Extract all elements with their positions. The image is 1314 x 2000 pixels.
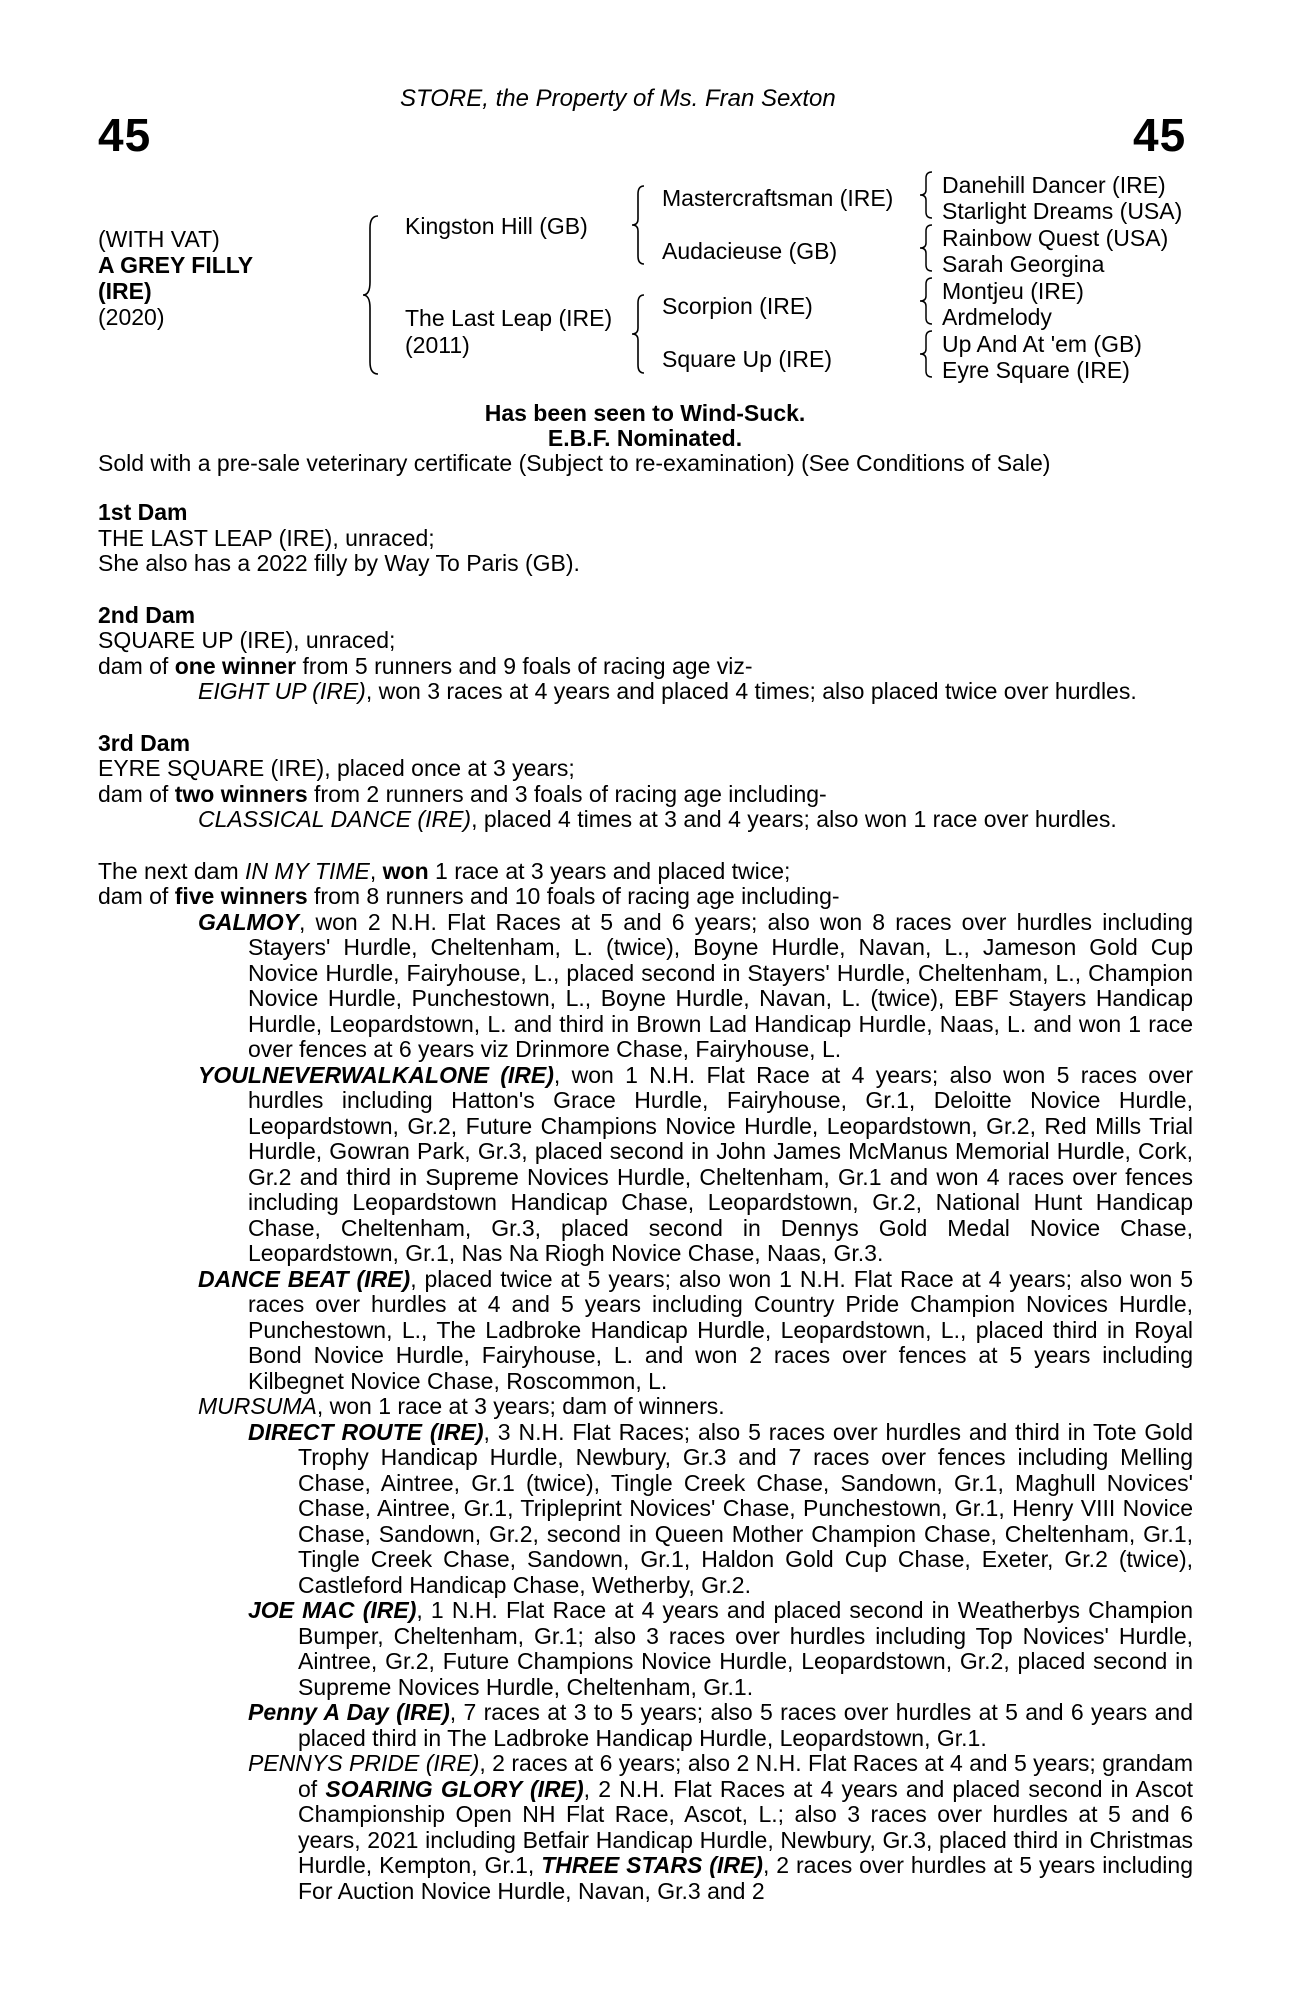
- pedigree-brace-ss: [918, 170, 938, 220]
- entry-penny-a-day: Penny A Day (IRE), 7 races at 3 to 5 years; also 5 races over hurdles at 5 and 6 years and placed third in The Ladbroke Handicap Hurdle, Leopardstown, Gr.1.: [248, 1699, 1194, 1751]
- dam1-heading: 1st Dam: [98, 499, 188, 525]
- pedigree-sire-dam: Audacieuse (GB): [662, 238, 838, 264]
- pedigree-dam-year: (2011): [405, 332, 470, 358]
- lot-number-left: 45: [98, 109, 152, 161]
- entry-direct-route: DIRECT ROUTE (IRE), 3 N.H. Flat Races; also 5 races over hurdles and third in Tote Gold Trophy Handicap Hurdle, Newbury, Gr.3 and 7 races over fences including Melling Chase, Aintree, Gr.1 (twice), Tingle Creek Chase, Sandown, Gr.1, Maghull Novices' Chase, Aintree, Gr.1, Tripleprint Novices' Chase, Punchestown, Gr.1, Henry VIII Novice Chase, Sandown, Gr.2, second in Queen Mother Champion Chase, Cheltenham, Gr.1, Tingle Creek Chase, Sandown, Gr.1, Haldon Gold Cup Chase, Exeter, Gr.2 (twice), Castleford Handicap Chase, Wetherby, Gr.2.: [248, 1418, 1193, 1598]
- pedigree-ssd: Starlight Dreams (USA): [942, 198, 1183, 224]
- dam3-line1: EYRE SQUARE (IRE), placed once at 3 years;: [98, 755, 575, 781]
- vat-note: (WITH VAT): [98, 226, 220, 252]
- horse-name: A GREY FILLY: [98, 252, 254, 278]
- dam1-line2: She also has a 2022 filly by Way To Paris (GB).: [98, 550, 580, 576]
- notes-wind-suck: Has been seen to Wind-Suck.: [484, 400, 806, 426]
- pedigree-brace-dam: [630, 293, 652, 375]
- pedigree-sire-sire: Mastercraftsman (IRE): [662, 185, 894, 211]
- pedigree-dds: Up And At 'em (GB): [942, 331, 1142, 357]
- dam4-line2: dam of five winners from 8 runners and 10 foals of racing age including-: [98, 883, 840, 909]
- catalogue-body: [98, 500, 1193, 1904]
- horse-year: (2020): [98, 304, 165, 330]
- lot-number-right: 45: [1133, 109, 1187, 161]
- pedigree-ddd: Eyre Square (IRE): [942, 357, 1130, 383]
- dam2-line2: dam of one winner from 5 runners and 9 foals of racing age viz-: [98, 652, 753, 679]
- pedigree-dam-dam: Square Up (IRE): [662, 346, 833, 372]
- horse-country: (IRE): [98, 278, 152, 304]
- pedigree-dss: Montjeu (IRE): [942, 278, 1084, 304]
- entry-dance-beat: DANCE BEAT (IRE), placed twice at 5 years; also won 1 N.H. Flat Race at 4 years; also won 5 races over hurdles at 4 and 5 years including Country Pride Champion Novices Hurdle, Punchestown, L., The Ladbroke Handicap Hurdle, Leopardstown, L., placed third in Royal Bond Novice Hurdle, Fairyhouse, L. and won 2 races over fences at 5 years including Kilbegnet Novice Chase, Roscommon, L.: [198, 1265, 1193, 1394]
- pedigree-dam-sire: Scorpion (IRE): [662, 293, 813, 319]
- dam3-line2: dam of two winners from 2 runners and 3 foals of racing age including-: [98, 780, 827, 807]
- dam1-line1: THE LAST LEAP (IRE), unraced;: [98, 524, 435, 551]
- pedigree-sdd: Sarah Georgina: [942, 251, 1105, 277]
- pedigree-sds: Rainbow Quest (USA): [942, 225, 1169, 251]
- pedigree-brace-main: [360, 214, 390, 376]
- dam3-offspring: CLASSICAL DANCE (IRE), placed 4 times at 3 and 4 years; also won 1 race over hurdles.: [198, 806, 1117, 832]
- notes-ebf: E.B.F. Nominated.: [547, 425, 743, 451]
- dam2-heading: 2nd Dam: [98, 601, 196, 628]
- entry-joe-mac: JOE MAC (IRE), 1 N.H. Flat Race at 4 years and placed second in Weatherbys Champion Bumper, Cheltenham, Gr.1; also 3 races over hurdles including Top Novices' Hurdle, Aintree, Gr.2, Future Champions Novice Hurdle, Leopardstown, Gr.2, placed second in Supreme Novices Hurdle, Cheltenham, Gr.1.: [248, 1597, 1194, 1700]
- entry-pennys-pride: PENNYS PRIDE (IRE), 2 races at 6 years; also 2 N.H. Flat Races at 4 and 5 years; grandam of SOARING GLORY (IRE), 2 N.H. Flat Races at 4 years and placed second in Ascot Championship Open NH Flat Race, Ascot, L.; also 3 races over hurdles at 5 and 6 years, 2021 including Betfair Handicap Hurdle, Newbury, Gr.3, placed third in Christmas Hurdle, Kempton, Gr.1, THREE STARS (IRE), 2 races over hurdles at 5 years including For Auction Novice Hurdle, Navan, Gr.3 and 2: [248, 1750, 1193, 1904]
- entry-mursuma: MURSUMA, won 1 race at 3 years; dam of winners.: [198, 1393, 725, 1419]
- dam2-line1: SQUARE UP (IRE), unraced;: [98, 627, 396, 653]
- pedigree-brace-dd: [918, 329, 938, 379]
- entry-youlneverwalkalone: YOULNEVERWALKALONE (IRE), won 1 N.H. Flat Race at 4 years; also won 5 races over hurdles including Hatton's Grace Hurdle, Fairyhouse, Gr.1, Deloitte Novice Hurdle, Leopardstown, Gr.2, Future Champions Novice Hurdle, Leopardstown, Gr.2, Red Mills Trial Hurdle, Gowran Park, Gr.3, placed second in John James McManus Memorial Hurdle, Cork, Gr.2 and third in Supreme Novices Hurdle, Cheltenham, Gr.1 and won 4 races over fences including Leopardstown Handicap Chase, Leopardstown, Gr.2, National Hunt Handicap Chase, Cheltenham, Gr.3, placed second in Dennys Gold Medal Novice Chase, Leopardstown, Gr.1, Nas Na Riogh Novice Chase, Naas, Gr.3.: [198, 1061, 1193, 1266]
- pedigree-brace-sd: [918, 223, 938, 273]
- pedigree-sire: Kingston Hill (GB): [405, 213, 588, 239]
- pedigree-brace-sire: [630, 184, 652, 266]
- pedigree-brace-ds: [918, 276, 938, 326]
- pedigree-dam: The Last Leap (IRE): [405, 305, 613, 331]
- pedigree-sss: Danehill Dancer (IRE): [942, 172, 1166, 198]
- vet-certificate-note: Sold with a pre-sale veterinary certificate (Subject to re-examination) (See Conditions of Sale): [98, 450, 1051, 476]
- dam3-heading: 3rd Dam: [98, 729, 191, 756]
- pedigree-dsd: Ardmelody: [942, 304, 1052, 330]
- entry-galmoy: GALMOY, won 2 N.H. Flat Races at 5 and 6 years; also won 8 races over hurdles including Stayers' Hurdle, Cheltenham, L. (twice), Boyne Hurdle, Navan, L., Jameson Gold Cup Novice Hurdle, Fairyhouse, L., placed second in Stayers' Hurdle, Cheltenham, L., Champion Novice Hurdle, Punchestown, L., Boyne Hurdle, Navan, L. (twice), EBF Stayers Handicap Hurdle, Leopardstown, L. and third in Brown Lad Handicap Hurdle, Naas, L. and won 1 race over fences at 6 years viz Drinmore Chase, Fairyhouse, L.: [198, 908, 1193, 1062]
- dam4-line1: The next dam IN MY TIME, won 1 race at 3 years and placed twice;: [98, 857, 791, 884]
- dam2-offspring: EIGHT UP (IRE), won 3 races at 4 years and placed 4 times; also placed twice over hurdles.: [198, 678, 1137, 704]
- vendor-line: STORE, the Property of Ms. Fran Sexton: [400, 85, 836, 112]
